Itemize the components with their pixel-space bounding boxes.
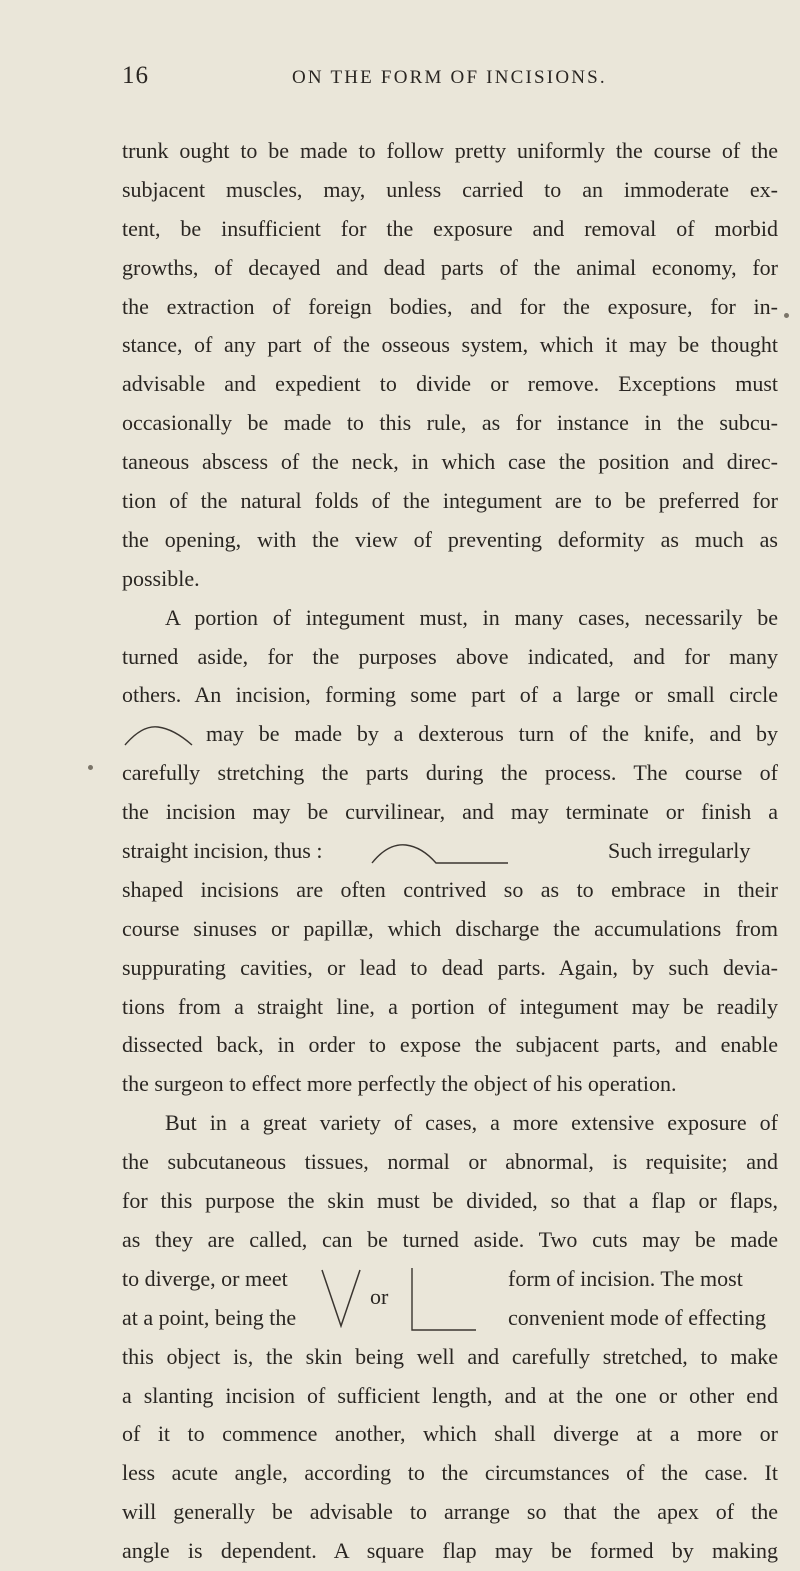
text-line: tent, be insufficient for the exposure and removal of morbid (122, 215, 778, 241)
text-line: less acute angle, according to the circumstances of the case. It (122, 1460, 778, 1486)
margin-speck (88, 765, 93, 770)
text-line: the extraction of foreign bodies, and for the exposure, for in- (122, 293, 778, 319)
text-line: turned aside, for the purposes above indicated, and for many (122, 643, 778, 669)
curved-straight-incision-figure (370, 839, 510, 865)
paragraph-start-line: But in a great variety of cases, a more extensive exposure of (165, 1110, 778, 1136)
page-number: 16 (122, 62, 149, 89)
text-line: subjacent muscles, may, unless carried to an immoderate ex- (122, 176, 778, 202)
text-line: possible. (122, 565, 200, 591)
text-line: carefully stretching the parts during the process. The course of (122, 760, 778, 786)
text-line: for this purpose the skin must be divided, so that a flap or flaps, (122, 1188, 778, 1214)
text-segment: straight incision, thus : (122, 838, 323, 864)
text-line: of it to commence another, which shall diverge at a more or (122, 1421, 778, 1447)
text-line: this object is, the skin being well and carefully stretched, to make (122, 1343, 778, 1369)
paragraph-start-line: A portion of integument must, in many cases, necessarily be (165, 604, 778, 630)
text-line: trunk ought to be made to follow pretty uniformly the course of the (122, 138, 778, 163)
text-line: the incision may be curvilinear, and may terminate or finish a (122, 799, 778, 825)
text-segment: convenient mode of effecting (508, 1304, 766, 1330)
text-line: the subcutaneous tissues, normal or abnormal, is requisite; and (122, 1149, 778, 1175)
text-line: the surgeon to effect more perfectly the object of his operation. (122, 1071, 677, 1097)
text-line: occasionally be made to this rule, as for instance in the subcu- (122, 410, 778, 436)
text-segment: may be made by a dexterous turn of the knife, and by (206, 721, 778, 747)
text-line: as they are called, can be turned aside. Two cuts may be made (122, 1226, 778, 1252)
text-line: a slanting incision of sufficient length, and at the one or other end (122, 1382, 778, 1408)
text-segment: at a point, being the (122, 1304, 297, 1330)
text-line: dissected back, in order to expose the subjacent parts, and enable (122, 1032, 778, 1058)
text-line: stance, of any part of the osseous system, which it may be thought (122, 332, 778, 358)
text-line: others. An incision, forming some part of a large or small circle (122, 682, 778, 708)
text-line: advisable and expedient to divide or remove. Exceptions must (122, 371, 778, 397)
text-line: growths, of decayed and dead parts of the animal economy, for (122, 254, 778, 280)
l-incision-figure (408, 1266, 478, 1332)
text-line-with-curve-figure (122, 832, 778, 871)
page-header (122, 62, 777, 102)
text-line-with-arc (122, 715, 778, 754)
text-line: suppurating cavities, or lead to dead parts. Again, by such devia- (122, 954, 778, 980)
text-line: will generally be advisable to arrange so that the apex of the (122, 1499, 778, 1525)
v-incision-figure (319, 1268, 363, 1328)
text-line: the opening, with the view of preventing deformity as much as (122, 526, 778, 552)
text-line: tion of the natural folds of the integument are to be preferred for (122, 488, 778, 514)
text-line: taneous abscess of the neck, in which case the position and direc- (122, 449, 778, 475)
figure-lines (122, 1260, 778, 1338)
or-label: or (370, 1283, 389, 1309)
text-line: shaped incisions are often contrived so as to embrace in their (122, 876, 778, 902)
margin-speck (784, 313, 789, 318)
text-segment: to diverge, or meet (122, 1265, 288, 1291)
text-segment: Such irregularly (608, 838, 751, 864)
arc-incision-figure (122, 723, 194, 747)
text-line: course sinuses or papillæ, which discharge the accumulations from (122, 915, 778, 941)
text-line: angle is dependent. A square flap may be formed by making (122, 1538, 778, 1564)
text-line: tions from a straight line, a portion of integument may be readily (122, 993, 778, 1019)
running-head: ON THE FORM OF INCISIONS. (292, 67, 607, 88)
body-text (122, 132, 778, 1571)
text-segment: form of incision. The most (508, 1265, 743, 1291)
